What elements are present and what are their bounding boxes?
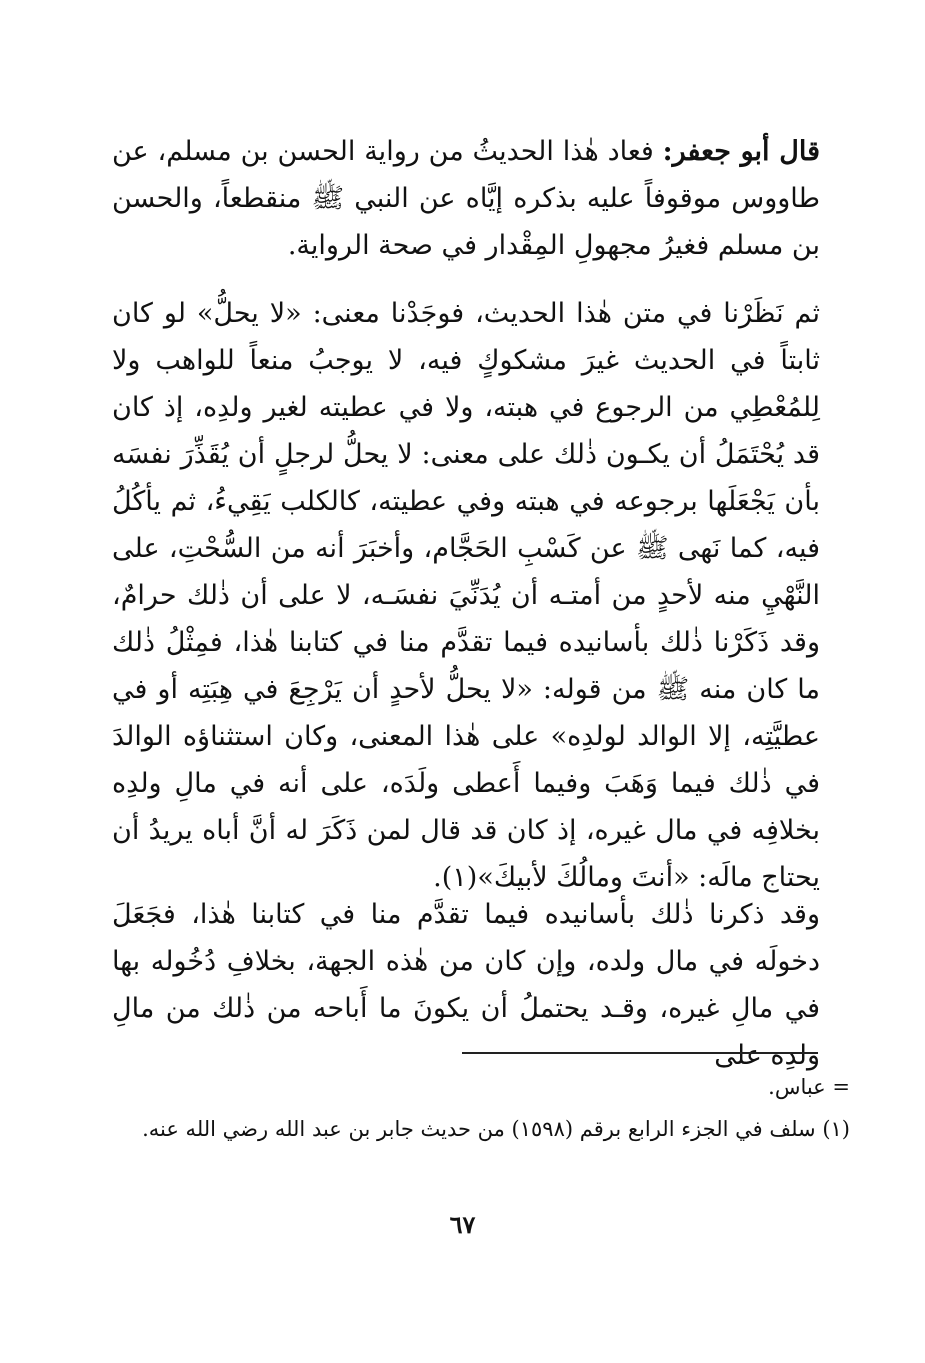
footnote-continuation: = عباس. (768, 1075, 850, 1099)
paragraph-2-body: ثم نَظَرْنا في متن هٰذا الحديث، فوجَدْنا معنى: «لا يحلُّ» لو كان ثابتاً في الحديث غيرَ مشكوكٍ فيه، لا يوجبُ منعاً للواهب ولا لِلمُعْطِي من الرجوع في هبته، ولا في عطيته لغير ولدِه، إذ كان قد يُحْتَمَلُ أن يكـون ذٰلك على معنى: لا يحلُّ لرجلٍ أن يُقَذِّرَ نفسَه بأن يَجْعَلَها برجوعه في هبته وفي عطيته، كالكلب يَقِيءُ، ثم يأكُلُ فيه، كما نَهى ﷺ عن كَسْبِ الحَجَّام، وأخبَرَ أنه من السُّحْتِ، على النَّهْيِ منه لأحدٍ من أمتـه أن يُدَنِّيَ نفسَـه، لا على أن ذٰلك حرامٌ، وقد ذَكَرْنا ذٰلك بأسانيده فيما تقدَّم منا في كتابنا هٰذا، فمِثْلُ ذٰلك ما كان منه ﷺ من قوله: «لا يحلُّ لأحدٍ أن يَرْجِعَ في هِبَتِه أو في عطيَّتِه، إلا الوالد لولدِه» على هٰذا المعنى، وكان استثناؤه الوالدَ في ذٰلك فيما وَهَبَ وفيما أَعطى ولَدَه، على أنه في مالِ ولدِه بخلافِه في مال غيره، إذ كان قد قال لمن ذَكَرَ له أنَّ أباه يريدُ أن يحتاج مالَه: «أنتَ ومالُكَ لأبيكَ»(١). (112, 298, 820, 893)
paragraph-1-text (112, 128, 820, 269)
page-number: ٦٧ (449, 1210, 476, 1239)
paragraph-2-text (112, 290, 820, 901)
paragraph-1-lead: قال أبو جعفر: (662, 136, 820, 167)
footnote-1: (١) سلف في الجزء الرابع برقم (١٥٩٨) من حديث جابر بن عبد الله رضي الله عنه. (142, 1117, 850, 1141)
paragraph-2 (112, 290, 820, 901)
footnotes (112, 1066, 850, 1150)
footnote-divider (462, 1052, 818, 1054)
paragraph-1 (112, 128, 820, 269)
paragraph-3-text (112, 891, 820, 1079)
paragraph-3 (112, 891, 820, 1079)
paragraph-3-body: وقد ذكرنا ذٰلك بأسانيده فيما تقدَّم منا في كتابنا هٰذا، فجَعَلَ دخولَه في مال ولده، وإن كان من هٰذه الجهة، بخلافِ دُخُوله بها في مالِ غيره، وقـد يحتملُ أن يكونَ ما أَباحه من ذٰلك من مالِ ولدِه على (112, 899, 820, 1071)
paragraph-1-body: فعاد هٰذا الحديثُ من رواية الحسن بن مسلم، عن طاووس موقوفاً عليه بذكره إيَّاه عن النبي ﷺ منقطعاً، والحسن بن مسلم فغيرُ مجهولِ المِقْدار في صحة الرواية. (112, 136, 820, 261)
